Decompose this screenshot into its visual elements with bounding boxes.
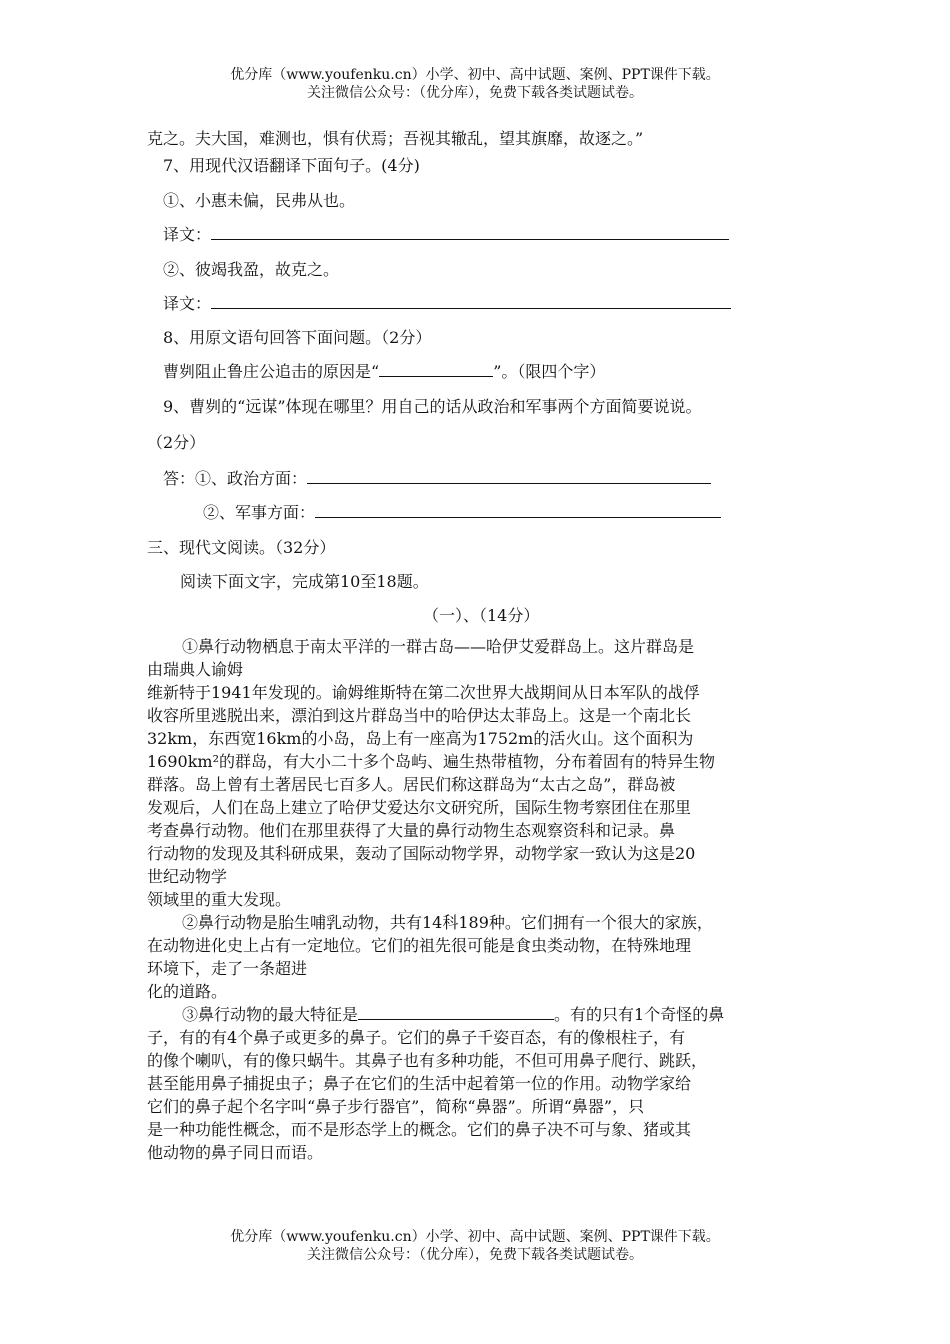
question-9: 9、曹刿的“远谋”体现在哪里？用自己的话从政治和军事两个方面简要说说。 (163, 397, 702, 416)
q8-answer-line[interactable] (379, 362, 493, 377)
para3-first-prefix: ③鼻行动物的最大特征是 (182, 1005, 359, 1024)
para1-line: 由瑞典人谕姆 (147, 660, 244, 679)
section-3-heading: 三、现代文阅读。（32分） (147, 538, 336, 557)
para2-line: ②鼻行动物是胎生哺乳动物，共有14科189种。它们拥有一个很大的家族， (182, 913, 713, 932)
paragraph-1 (147, 635, 807, 911)
para1-line: ①鼻行动物栖息于南太平洋的一群古岛——哈伊艾爱群岛上。这片群岛是 (182, 637, 695, 656)
para3-line: 它们的鼻子起个名字叫“鼻子步行器官”，简称“鼻器”。所谓“鼻器”，只 (147, 1097, 645, 1116)
question-8: 8、用原文语句回答下面问题。（2分） (163, 328, 432, 347)
para3-line: 的像个喇叭，有的像只蜗牛。其鼻子也有多种功能，不但可用鼻子爬行、跳跃， (147, 1051, 708, 1070)
footer-line-2: 关注微信公众号：（优分库），免费下载各类试题试卷。 (307, 1247, 643, 1263)
para1-line: 发观后，人们在岛上建立了哈伊艾爱达尔文研究所，国际生物考察团住在那里 (147, 798, 692, 817)
footer-line-1: 优分库（www.youfenku.cn）小学、初中、高中试题、案例、PPT课件下载。 (230, 1229, 720, 1245)
q9-answer-military-label: ②、军事方面： (203, 503, 316, 522)
q7-translation-2-label: 译文： (163, 294, 212, 313)
para1-line: 1690km²的群岛，有大小二十多个岛屿、遍生热带植物，分布着固有的特异生物 (147, 752, 716, 771)
q7-sentence-2: ②、彼竭我盈，故克之。 (163, 260, 340, 279)
paragraph-2 (147, 911, 807, 1003)
q7-translation-1 (163, 222, 729, 245)
para3-line: 他动物的鼻子同日而语。 (147, 1143, 324, 1162)
para1-line: 世纪动物学 (147, 867, 228, 886)
q9-answer-politics (163, 466, 711, 489)
q7-answer-line-1[interactable] (211, 225, 729, 240)
para1-line: 群落。岛上曾有土著居民七百多人。居民们称这群岛为“太古之岛”，群岛被 (147, 775, 676, 794)
para1-line: 维新特于1941年发现的。谕姆维斯特在第二次世界大战期间从日本军队的战俘 (147, 683, 700, 702)
header-line-2: 关注微信公众号：（优分库），免费下载各类试题试卷。 (307, 85, 643, 101)
para2-line: 环境下，走了一条超进 (147, 959, 308, 978)
q7-answer-line-2[interactable] (211, 294, 731, 309)
passage-ending: 克之。夫大国，难测也，惧有伏焉；吾视其辙乱，望其旗靡，故逐之。” (147, 129, 644, 148)
para1-line: 行动物的发现及其科研成果，轰动了国际动物学界，动物学家一致认为这是20 (147, 844, 696, 863)
paragraph-3 (147, 1003, 807, 1164)
page-header (0, 66, 950, 102)
q7-sentence-1: ①、小惠未偏，民弗从也。 (163, 191, 356, 210)
question-7: 7、用现代汉语翻译下面句子。(4分) (163, 156, 420, 175)
q9-answer-politics-label: 答：①、政治方面： (163, 469, 308, 488)
para1-line: 32km，东西宽16km的小岛，岛上有一座高为1752m的活火山。这个面积为 (147, 729, 694, 748)
q8-answer-suffix: ”。（限四个字） (493, 362, 606, 381)
q7-translation-1-label: 译文： (163, 225, 212, 244)
para2-line: 化的道路。 (147, 982, 228, 1001)
para3-fill-line[interactable] (358, 1005, 554, 1020)
header-line-1: 优分库（www.youfenku.cn）小学、初中、高中试题、案例、PPT课件下载。 (230, 67, 720, 83)
para3-line: 甚至能用鼻子捕捉虫子；鼻子在它们的生活中起着第一位的作用。动物学家给 (147, 1074, 692, 1093)
q9-score: （2分） (147, 433, 206, 452)
para1-line: 考查鼻行动物。他们在那里获得了大量的鼻行动物生态观察资科和记录。鼻 (147, 821, 676, 840)
q9-military-line[interactable] (315, 503, 721, 518)
para3-first-line (147, 1003, 807, 1026)
q7-translation-2 (163, 291, 731, 314)
section-3-intro: 阅读下面文字，完成第10至18题。 (180, 572, 429, 591)
q8-answer-prefix: 曹刿阻止鲁庄公追击的原因是“ (163, 362, 380, 381)
para1-line: 领域里的重大发现。 (147, 890, 292, 909)
page-footer (0, 1228, 950, 1264)
para3-line: 是一种功能性概念，而不是形态学上的概念。它们的鼻子决不可与象、猪或其 (147, 1120, 692, 1139)
para2-line: 在动物进化史上占有一定地位。它们的祖先很可能是食虫类动物，在特殊地理 (147, 936, 692, 955)
q9-answer-military (203, 500, 721, 523)
para3-first-suffix: 。有的只有1个奇怪的鼻 (554, 1005, 725, 1024)
para3-line: 子，有的有4个鼻子或更多的鼻子。它们的鼻子千姿百态，有的像根柱子，有 (147, 1028, 686, 1047)
q8-answer (163, 359, 605, 382)
q9-politics-line[interactable] (307, 469, 711, 484)
part-1-heading: （一）、（14分） (423, 606, 540, 625)
para1-line: 收容所里逃脱出来，漂泊到这片群岛当中的哈伊达太菲岛上。这是一个南北长 (147, 706, 692, 725)
